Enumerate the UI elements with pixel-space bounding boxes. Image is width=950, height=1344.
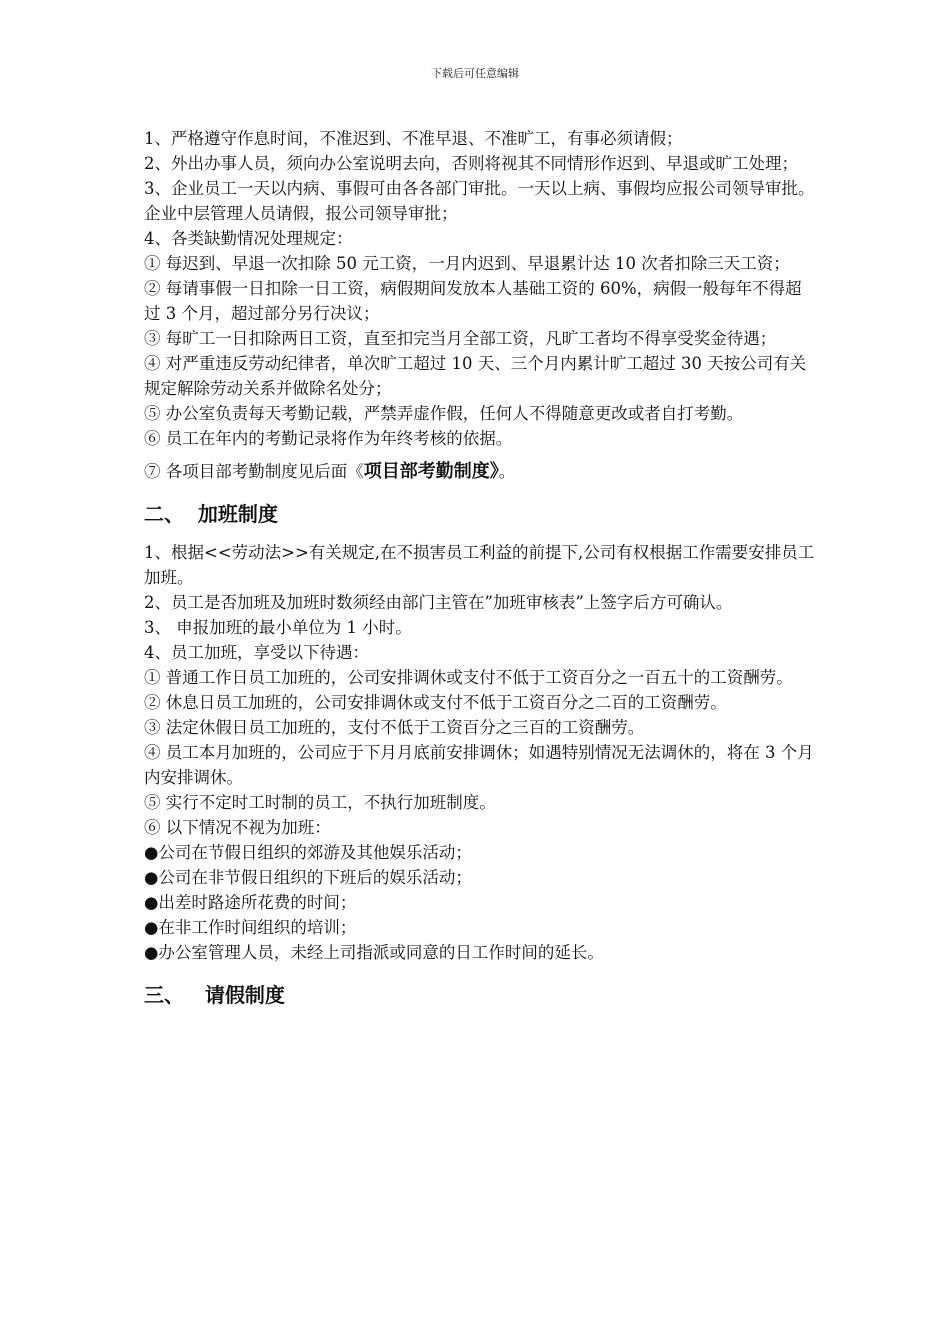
absence-rule-2: ② 每请事假一日扣除一日工资，病假期间发放本人基础工资的 60%，病假一般每年不得超过 3 个月，超过部分另行决议； <box>144 279 802 323</box>
absence-rule-5: ⑤ 办公室负责每天考勤记载，严禁弄虚作假，任何人不得随意更改或者自打考勤。 <box>144 404 744 423</box>
not-overtime-bullet-2: ●公司在非节假日组织的下班后的娱乐活动； <box>144 868 472 887</box>
not-overtime-bullet-3: ●出差时路途所花费的时间； <box>144 893 357 912</box>
overtime-benefit-4: ④ 员工本月加班的，公司应于下月月底前安排调休；如遇特别情况无法调休的，将在 3 个月内安排调休。 <box>144 743 814 787</box>
overtime-item-2: 2、员工是否加班及加班时数须经由部门主管在”加班审核表”上签字后方可确认。 <box>144 593 733 612</box>
absence-rule-7-suffix: 。 <box>498 462 516 481</box>
not-overtime-bullet-4: ●在非工作时间组织的培训； <box>144 918 357 937</box>
absence-rule-7-bold-ref: 项目部考勤制度》 <box>363 461 499 482</box>
overtime-benefit-3: ③ 法定休假日员工加班的，支付不低于工资百分之三百的工资酬劳。 <box>144 718 645 737</box>
absence-rule-6: ⑥ 员工在年内的考勤记录将作为年终考核的依据。 <box>144 429 513 448</box>
not-overtime-bullet-1: ●公司在节假日组织的郊游及其他娱乐活动； <box>144 843 472 862</box>
attendance-item-4: 4、各类缺勤情况处理规定： <box>144 229 353 248</box>
absence-rule-7 <box>144 459 816 484</box>
not-overtime-bullet-5: ●办公室管理人员，未经上司指派或同意的日工作时间的延长。 <box>144 943 604 962</box>
attendance-item-1: 1、严格遵守作息时间，不准迟到、不准早退、不准旷工，有事必须请假； <box>144 129 683 148</box>
overtime-benefit-5: ⑤ 实行不定时工时制的员工，不执行加班制度。 <box>144 793 496 812</box>
overtime-item-4: 4、员工加班，享受以下待遇： <box>144 643 369 662</box>
attendance-item-2: 2、外出办事人员，须向办公室说明去向，否则将视其不同情形作迟到、早退或旷工处理； <box>144 154 798 173</box>
overtime-section <box>144 540 816 965</box>
overtime-benefit-1: ① 普通工作日员工加班的，公司安排调休或支付不低于工资百分之一百五十的工资酬劳。 <box>144 668 793 687</box>
overtime-benefit-2: ② 休息日员工加班的，公司安排调休或支付不低于工资百分之二百的工资酬劳。 <box>144 693 727 712</box>
absence-rule-7-prefix: ⑦ 各项目部考勤制度见后面《 <box>144 462 364 481</box>
page-header-watermark: 下载后可任意编辑 <box>431 67 519 80</box>
overtime-benefit-6: ⑥ 以下情况不视为加班： <box>144 818 331 837</box>
attendance-item-3: 3、企业员工一天以内病、事假可由各各部门审批。一天以上病、事假均应报公司领导审批。企业中层管理人员请假，报公司领导审批； <box>144 179 815 223</box>
absence-rule-4: ④ 对严重违反劳动纪律者，单次旷工超过 10 天、三个月内累计旷工超过 30 天按公司有关规定解除劳动关系并做除名处分； <box>144 354 807 398</box>
document-body <box>144 126 816 1021</box>
absence-rule-1: ① 每迟到、早退一次扣除 50 元工资，一月内迟到、早退累计达 10 次者扣除三天工资； <box>144 254 790 273</box>
section-heading-overtime: 二、 加班制度 <box>144 502 278 526</box>
section-heading-leave: 三、 请假制度 <box>144 983 285 1007</box>
overtime-item-3: 3、 申报加班的最小单位为 1 小时。 <box>144 618 412 637</box>
overtime-item-1: 1、根据<<劳动法>>有关规定,在不损害员工利益的前提下,公司有权根据工作需要安排员工加班。 <box>144 543 815 587</box>
attendance-section <box>144 126 816 484</box>
absence-rule-3: ③ 每旷工一日扣除两日工资，直至扣完当月全部工资，凡旷工者均不得享受奖金待遇； <box>144 329 777 348</box>
